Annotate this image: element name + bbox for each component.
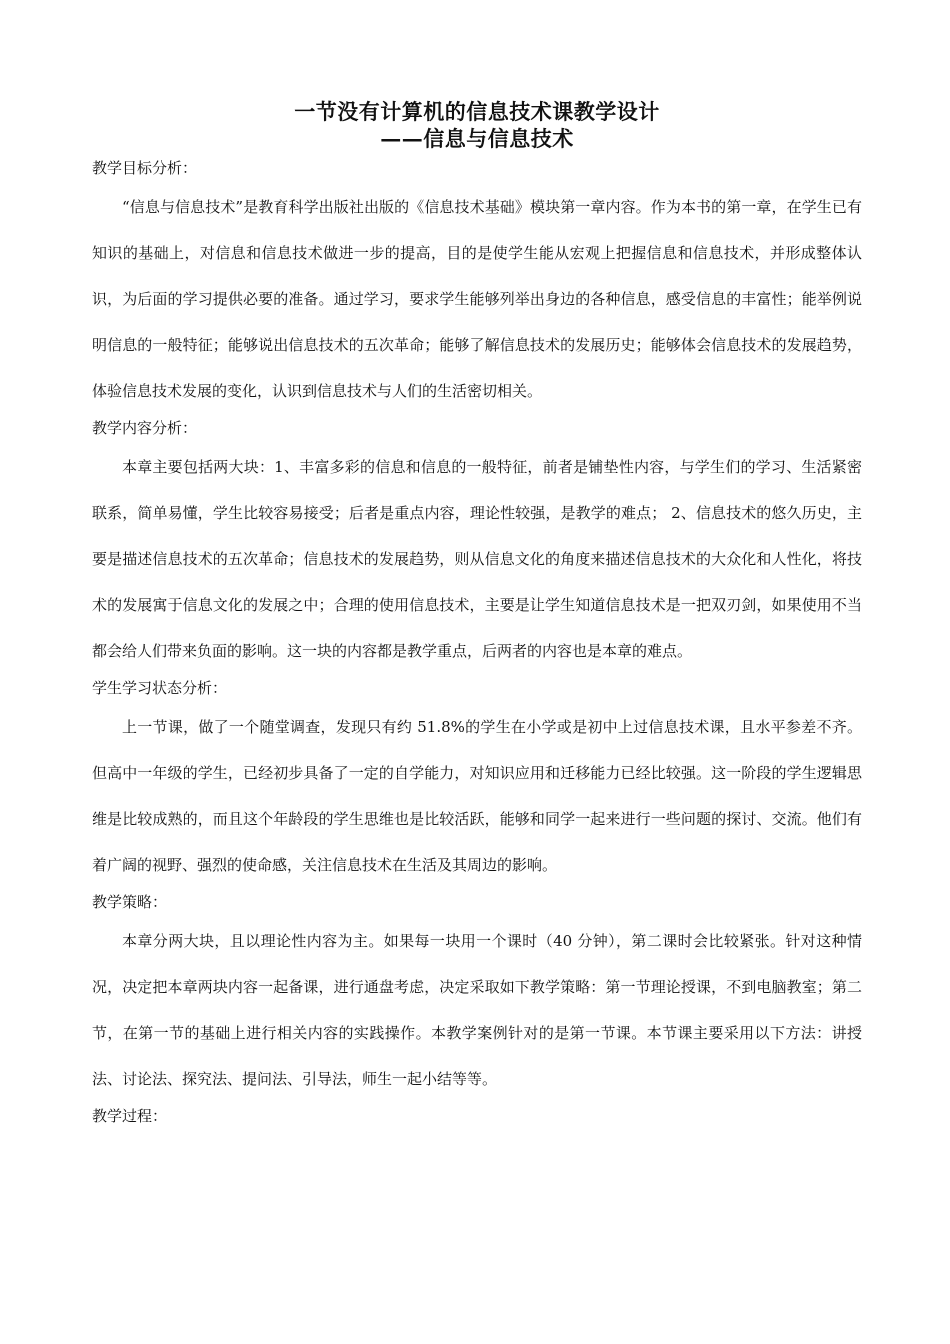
- document-page: [92, 98, 862, 1132]
- section-body: 本章分两大块，且以理论性内容为主。如果每一块用一个课时（40 分钟），第二课时会比较紧张。针对这种情况，决定把本章两块内容一起备课，进行通盘考虑，决定采取如下教学策略：第一节理论授课，不到电脑教室；第二节，在第一节的基础上进行相关内容的实践操作。本教学案例针对的是第一节课。本节课主要采用以下方法：讲授法、讨论法、探究法、提问法、引导法，师生一起小结等等。: [92, 932, 862, 1088]
- section-students: [92, 678, 862, 888]
- section-heading: 教学策略：: [92, 893, 168, 911]
- section-body: “信息与信息技术”是教育科学出版社出版的《信息技术基础》模块第一章内容。作为本书的第一章，在学生已有知识的基础上，对信息和信息技术做进一步的提高，目的是使学生能从宏观上把握信息和信息技术，并形成整体认识，为后面的学习提供必要的准备。通过学习，要求学生能够列举出身边的各种信息，感受信息的丰富性；能举例说明信息的一般特征；能够说出信息技术的五次革命；能够了解信息技术的发展历史；能够体会信息技术的发展趋势，体验信息技术发展的变化，认识到信息技术与人们的生活密切相关。: [92, 198, 862, 400]
- section-objectives: [92, 158, 862, 414]
- section-process: [92, 1106, 862, 1126]
- section-body: 本章主要包括两大块：1、丰富多彩的信息和信息的一般特征，前者是铺垫性内容，与学生们的学习、生活紧密联系，简单易懂，学生比较容易接受；后者是重点内容，理论性较强，是教学的难点； 2、信息技术的悠久历史，主要是描述信息技术的五次革命；信息技术的发展趋势，则从信息文化的角度来描述信息技术的大众化和人性化，将技术的发展寓于信息文化的发展之中；合理的使用信息技术，主要是让学生知道信息技术是一把双刃剑，如果使用不当都会给人们带来负面的影响。这一块的内容都是教学重点，后两者的内容也是本章的难点。: [92, 458, 862, 660]
- document-subtitle: ——信息与信息技术: [380, 126, 574, 151]
- section-heading: 教学内容分析：: [92, 419, 198, 437]
- section-heading: 学生学习状态分析：: [92, 679, 228, 697]
- document-title: 一节没有计算机的信息技术课教学设计: [294, 99, 660, 124]
- section-body: 上一节课，做了一个随堂调查，发现只有约 51.8%的学生在小学或是初中上过信息技术课，且水平参差不齐。但高中一年级的学生，已经初步具备了一定的自学能力，对知识应用和迁移能力已经比较强。这一阶段的学生逻辑思维是比较成熟的，而且这个年龄段的学生思维也是比较活跃，能够和同学一起来进行一些问题的探讨、交流。他们有着广阔的视野、强烈的使命感，关注信息技术在生活及其周边的影响。: [92, 718, 862, 874]
- section-heading: 教学目标分析：: [92, 159, 198, 177]
- section-strategy: [92, 892, 862, 1102]
- section-heading: 教学过程：: [92, 1107, 168, 1125]
- section-content: [92, 418, 862, 674]
